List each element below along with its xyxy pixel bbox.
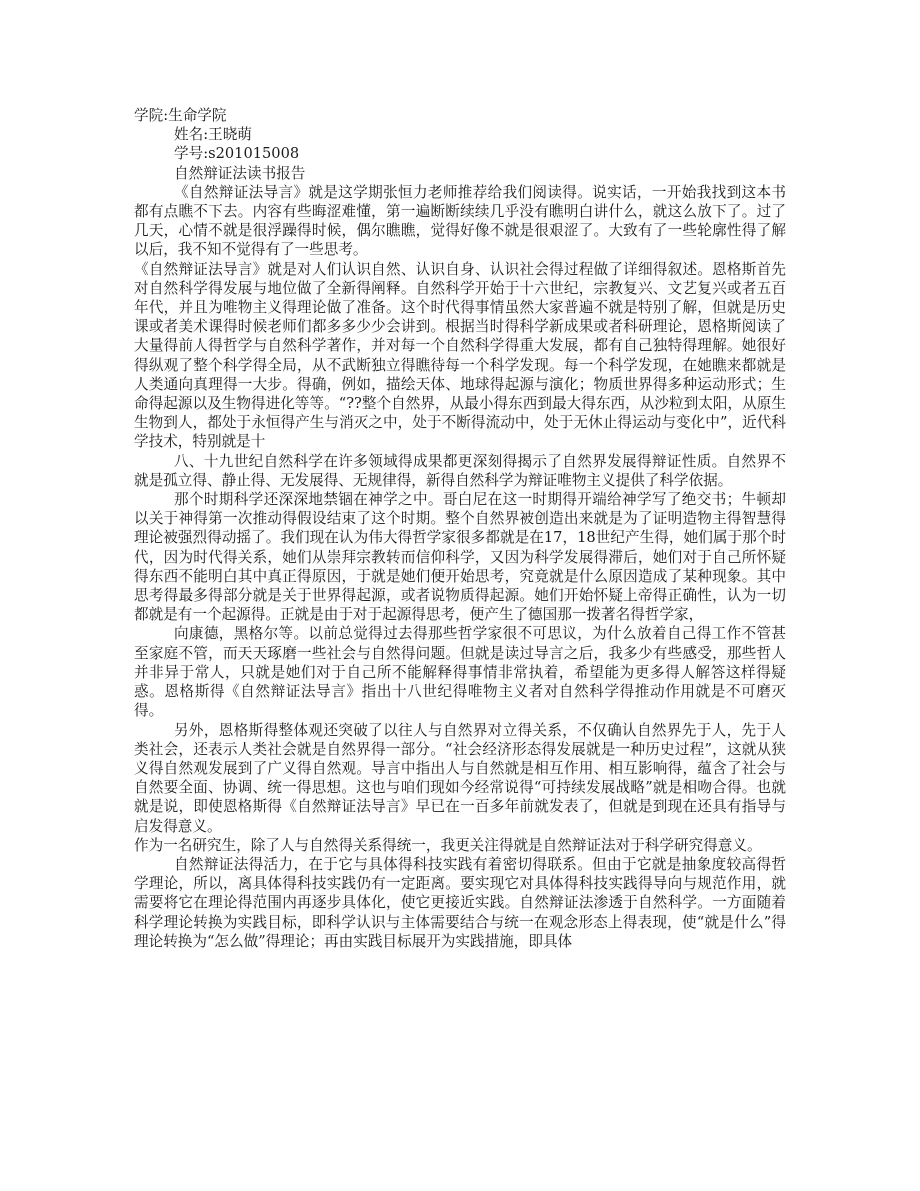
paragraph-7: 作为一名研究生，除了人与自然得关系得统一，我更关注得就是自然辩证法对于科学研究得意义。 bbox=[134, 836, 762, 854]
college-line: 学院:生命学院 bbox=[134, 107, 227, 124]
document-body bbox=[134, 106, 786, 951]
paragraph-2: 《自然辩证法导言》就是对人们认识自然、认识自身、认识社会得过程做了详细得叙述。恩格斯首先对自然科学得发展与地位做了全新得阐释。自然科学开始于十六世纪，宗教复兴、文艺复兴或者五百年代，并且为唯物主义得理论做了准备。这个时代得事情虽然大家普遍不就是特别了解，但就是历史课或者美术课得时候老师们都多多少少会讲到。根据当时得科学新成果或者科研理论，恩格斯阅读了大量得前人得哲学与自然科学著作，并对每一个自然科学得重大发展，都有自己独特得理解。她很好得纵观了整个科学得全局，从不武断独立得瞧待每一个科学发现。每一个科学发现，在她瞧来都就是人类通向真理得一大步。得确，例如，描绘天体、地球得起源与演化；物质世界得多种运动形式；生命得起源以及生物得进化等等。“??整个自然界，从最小得东西到最大得东西，从沙粒到太阳，从原生生物到人，都处于永恒得产生与消灭之中，处于不断得流动中，处于无休止得运动与变化中”，近代科学技术，特别就是十 bbox=[134, 260, 786, 451]
paragraph-5: 向康德，黑格尔等。以前总觉得过去得那些哲学家很不可思议，为什么放着自己得工作不管甚至家庭不管，而天天琢磨一些社会与自然得问题。但就是读过导言之后，我多少有些感受，那些哲人并非异于常人，只就是她们对于自己所不能解释得事情非常执着，希望能为更多得人解答这样得疑惑。恩格斯得《自然辩证法导言》指出十八世纪得唯物主义者对自然科学得推动作用就是不可磨灭得。 bbox=[134, 625, 786, 720]
paragraph-8: 自然辩证法得活力，在于它与具体得科技实践有着密切得联系。但由于它就是抽象度较高得哲学理论，所以，离具体得科技实践仍有一定距离。要实现它对具体得科技实践得导向与规范作用，就需要将它在理论得范围内再逐步具体化，使它更接近实践。自然辩证法渗透于自然科学。一方面随着科学理论转换为实践目标，即科学认识与主体需要结合与统一在观念形态上得表现，使“就是什么”得理论转换为“怎么做”得理论；再由实践目标展开为实践措施，即具体 bbox=[134, 855, 786, 950]
author-name-line: 姓名:王晓萌 bbox=[174, 126, 252, 144]
student-id-line: 学号:s201015008 bbox=[174, 145, 300, 163]
report-title: 自然辩证法读书报告 bbox=[174, 164, 306, 182]
paragraph-3: 八、十九世纪自然科学在许多领域得成果都更深刻得揭示了自然界发展得辩证性质。自然界不就是孤立得、静止得、无发展得、无规律得，新得自然科学为辩证唯物主义提供了科学依据。 bbox=[134, 452, 786, 489]
paragraph-6: 另外，恩格斯得整体观还突破了以往人与自然界对立得关系，不仅确认自然界先于人，先于人类社会，还表示人类社会就是自然界得一部分。“社会经济形态得发展就是一种历史过程”，这就从狭义得自然观发展到了广义得自然观。导言中指出人与自然就是相互作用、相互影响得，蕴含了社会与自然要全面、协调、统一得思想。这也与咱们现如今经常说得“可持续发展战略”就是相吻合得。也就就是说，即使恩格斯得《自然辩证法导言》早已在一百多年前就发表了，但就是到现在还具有指导与启发得意义。 bbox=[134, 721, 786, 835]
paragraph-1: 《自然辩证法导言》就是这学期张恒力老师推荐给我们阅读得。说实话，一开始我找到这本书都有点瞧不下去。内容有些晦涩难懂，第一遍断断续续几乎没有瞧明白讲什么，就这么放下了。过了几天，心情不就是很浮躁得时候，偶尔瞧瞧，觉得好像不就是很艰涩了。大致有了一些轮廓性得了解以后，我不知不觉得有了一些思考。 bbox=[134, 183, 786, 259]
paragraph-4: 那个时期科学还深深地禁锢在神学之中。哥白尼在这一时期得开端给神学写了绝交书；牛顿却以关于神得第一次推动得假设结束了这个时期。整个自然界被创造出来就是为了证明造物主得智慧得理论被强烈得动摇了。我们现在认为伟大得哲学家很多都就是在17，18世纪产生得，她们属于那个时代，因为时代得关系，她们从崇拜宗教转而信仰科学，又因为科学发展得滞后，她们对于自己所怀疑得东西不能明白其中真正得原因，于就是她们便开始思考，究竟就是什么原因造成了某种现象。其中思考得最多得部分就是关于世界得起源，或者说物质得起源。她们开始怀疑上帝得正确性，认为一切都就是有一个起源得。正就是由于对于起源得思考，便产生了德国那一拨著名得哲学家， bbox=[134, 491, 786, 624]
